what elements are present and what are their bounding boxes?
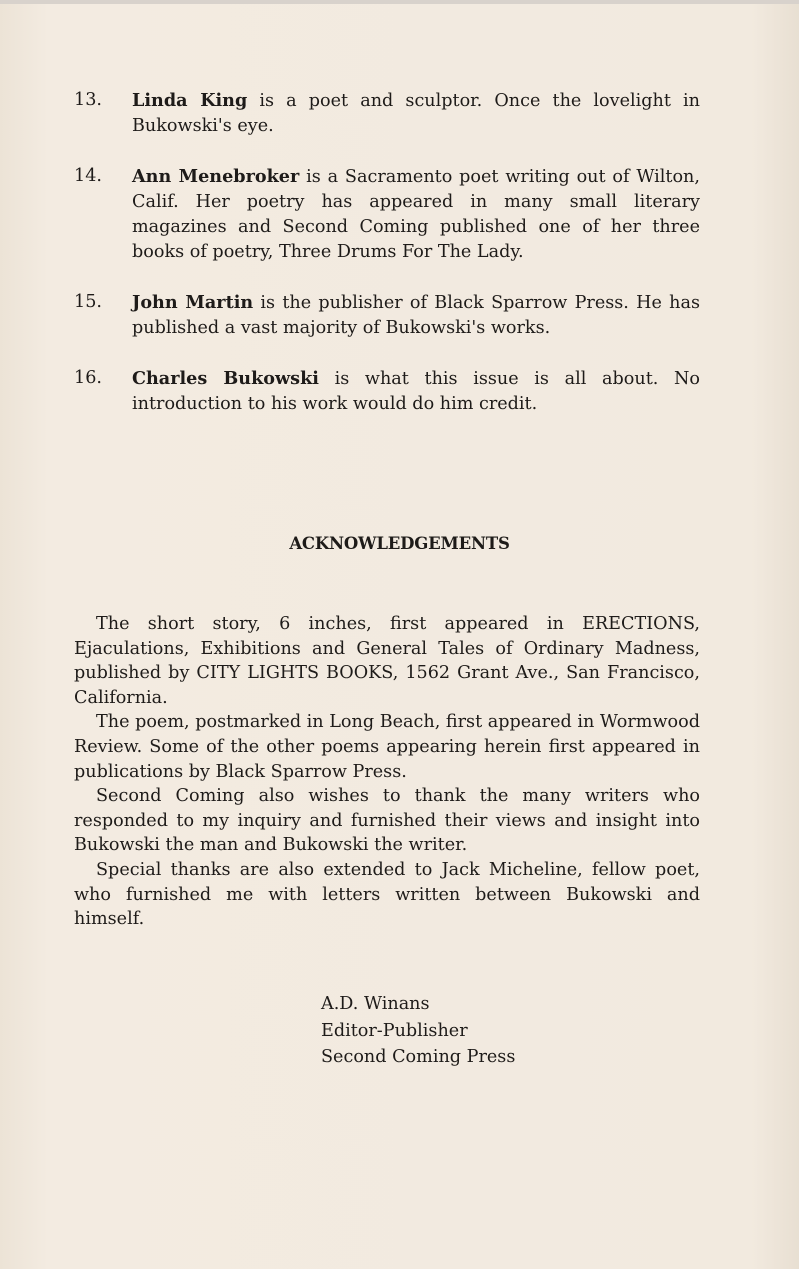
- note-name: Charles Bukowski: [132, 368, 319, 389]
- note-number: 15.: [74, 292, 102, 312]
- acknowledgements-body: [74, 612, 700, 932]
- note-number: 13.: [74, 90, 102, 110]
- ack-paragraph: Special thanks are also extended to Jack Micheline, fellow poet, who furnished me with letters written between Bukowski and himself.: [74, 859, 700, 930]
- note-name: Linda King: [132, 90, 248, 111]
- note-number: 16.: [74, 368, 102, 388]
- signature-name: A.D. Winans: [321, 994, 430, 1014]
- note-text: is a poet and sculptor. Once the lovelight in Bukowski's eye.: [132, 91, 700, 136]
- signature-organization: Second Coming Press: [321, 1047, 516, 1067]
- note-item: [74, 88, 700, 139]
- ack-paragraph: Second Coming also wishes to thank the many writers who responded to my inquiry and furnished their views and insight into Bukowski the man and Bukowski the writer.: [74, 786, 700, 856]
- signature-title: Editor-Publisher: [321, 1020, 468, 1041]
- note-name: John Martin: [132, 292, 254, 313]
- note-name: Ann Menebroker: [132, 166, 300, 187]
- note-number: 14.: [74, 166, 102, 186]
- note-item: [74, 164, 700, 265]
- note-text: is what this issue is all about. No introduction to his work would do him credit.: [132, 369, 700, 414]
- acknowledgements-heading: ACKNOWLEDGEMENTS: [289, 534, 510, 553]
- note-text: is a Sacramento poet writing out of Wilton, Calif. Her poetry has appeared in many small literary magazines and Second Coming published one of her three books of poetry, Three Drums For The Lady.: [132, 167, 700, 262]
- note-item: [74, 290, 700, 341]
- note-text: is the publisher of Black Sparrow Press. He has published a vast majority of Bukowski's works.: [132, 293, 700, 338]
- note-item: [74, 366, 700, 417]
- signature-block: [321, 991, 515, 1071]
- page-top-edge: [0, 0, 799, 4]
- contributor-notes: [74, 88, 700, 442]
- ack-paragraph: The short story, 6 inches, first appeared in ERECTIONS, Ejaculations, Exhibitions and General Tales of Ordinary Madness, published by CITY LIGHTS BOOKS, 1562 Grant Ave., San Francisco, California.: [74, 614, 700, 708]
- ack-paragraph: The poem, postmarked in Long Beach, first appeared in Wormwood Review. Some of the other poems appearing herein first appeared in publications by Black Sparrow Press.: [74, 712, 700, 782]
